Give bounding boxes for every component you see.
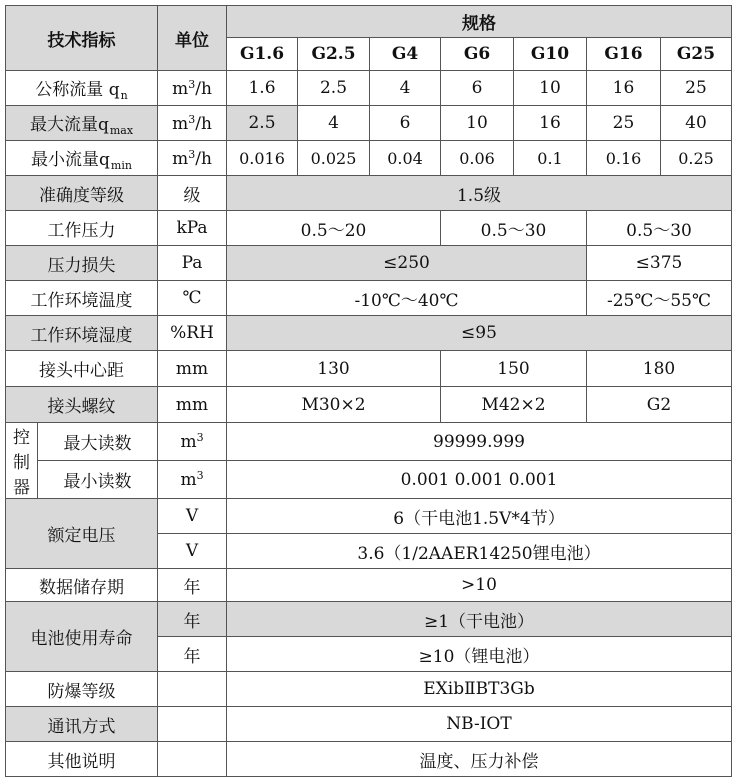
model-header: G10: [514, 38, 587, 71]
battery-life-unit: 年: [158, 637, 227, 672]
pressure-loss-unit: Pa: [158, 246, 227, 281]
controller-group-label: 控 制 器: [6, 423, 38, 498]
table-cell: 16: [587, 71, 661, 106]
table-row: [6, 602, 732, 637]
rated-voltage-label: 额定电压: [6, 499, 158, 569]
data-storage-value: >10: [227, 569, 732, 602]
env-humidity-value: ≤95: [227, 316, 732, 351]
table-cell: 4: [298, 106, 370, 141]
table-cell: 180: [587, 351, 732, 387]
max-read-value: 99999.999: [227, 423, 732, 461]
table-row: [6, 281, 732, 316]
env-humidity-label: 工作环境湿度: [6, 316, 158, 351]
work-pressure-label: 工作压力: [6, 211, 158, 246]
communication-unit: [158, 707, 227, 742]
max-flow-unit: $m^3/h$: [158, 106, 227, 141]
table-cell: 0.1: [514, 141, 587, 176]
rated-voltage-unit: V: [158, 534, 227, 569]
model-header: G6: [441, 38, 514, 71]
table-cell: 25: [587, 106, 661, 141]
table-cell: -10℃～40℃: [227, 281, 587, 316]
table-cell: 0.06: [441, 141, 514, 176]
table-row: [6, 176, 732, 211]
battery-life-value: ≥10（锂电池）: [227, 637, 732, 672]
explosion-proof-label: 防爆等级: [6, 672, 158, 707]
min-read-label: 最小读数: [63, 472, 132, 492]
table-row: [6, 71, 732, 106]
data-storage-label: 数据储存期: [6, 569, 158, 602]
table-cell: 0.5～30: [441, 211, 587, 246]
battery-life-unit: 年: [158, 602, 227, 637]
model-header: G2.5: [298, 38, 370, 71]
table-row: [6, 316, 732, 351]
other-value: 温度、压力补偿: [227, 742, 732, 777]
battery-life-label: 电池使用寿命: [6, 602, 158, 672]
table-row: [6, 211, 732, 246]
table-row: [6, 569, 732, 602]
controller-group: [6, 423, 158, 499]
communication-label: 通讯方式: [6, 707, 158, 742]
table-cell: 6: [370, 106, 441, 141]
table-row: [6, 141, 732, 176]
table-cell: 2.5: [227, 106, 298, 141]
table-cell: 40: [661, 106, 732, 141]
table-header-row: [6, 6, 732, 38]
table-cell: 0.04: [370, 141, 441, 176]
battery-life-value: ≥1（干电池）: [227, 602, 732, 637]
other-label: 其他说明: [6, 742, 158, 777]
model-header: G25: [661, 38, 732, 71]
nominal-flow-label: 公称流量 $q_n$: [6, 71, 158, 106]
work-pressure-unit: kPa: [158, 211, 227, 246]
table-cell: 0.5～20: [227, 211, 441, 246]
table-row: [6, 106, 732, 141]
table-cell: M30×2: [227, 387, 441, 423]
table-row: [6, 672, 732, 707]
explosion-proof-unit: [158, 672, 227, 707]
table-row: [6, 499, 732, 534]
table-cell: 2.5: [298, 71, 370, 106]
env-temp-unit: ℃: [158, 281, 227, 316]
header-spec: 规格: [227, 6, 732, 38]
table-cell: 6: [441, 71, 514, 106]
env-humidity-unit: %RH: [158, 316, 227, 351]
table-cell: 1.6: [227, 71, 298, 106]
min-read-unit: $m^3$: [158, 461, 227, 499]
min-flow-unit: $m^3/h$: [158, 141, 227, 176]
communication-value: NB-IOT: [227, 707, 732, 742]
model-header: G4: [370, 38, 441, 71]
specification-table: [5, 5, 732, 777]
max-flow-label: 最大流量$q_{max}$: [6, 106, 158, 141]
table-row: [6, 351, 732, 387]
table-cell: 0.5～30: [587, 211, 732, 246]
accuracy-unit: 级: [158, 176, 227, 211]
other-unit: [158, 742, 227, 777]
table-cell: G2: [587, 387, 732, 423]
table-row: [6, 742, 732, 777]
table-cell: 0.016: [227, 141, 298, 176]
max-read-label: 最大读数: [38, 423, 157, 461]
table-cell: 0.25: [661, 141, 732, 176]
table-cell: 25: [661, 71, 732, 106]
table-cell: ≤250: [227, 246, 587, 281]
model-header: G16: [587, 38, 661, 71]
model-header: G1.6: [227, 38, 298, 71]
table-cell: 4: [370, 71, 441, 106]
header-unit: 单位: [158, 6, 227, 71]
joint-thread-unit: mm: [158, 387, 227, 423]
min-read-value: 0.001 0.001 0.001: [227, 461, 732, 499]
joint-distance-unit: mm: [158, 351, 227, 387]
table-cell: 16: [514, 106, 587, 141]
table-cell: 10: [514, 71, 587, 106]
rated-voltage-unit: V: [158, 499, 227, 534]
table-cell: ≤375: [587, 246, 732, 281]
joint-thread-label: 接头螺纹: [6, 387, 158, 423]
table-cell: 0.025: [298, 141, 370, 176]
min-flow-label: 最小流量$q_{min}$: [6, 141, 158, 176]
rated-voltage-value: 6（干电池1.5V*4节）: [227, 499, 732, 534]
table-row: [6, 707, 732, 742]
max-read-unit: $m^3$: [158, 423, 227, 461]
accuracy-label: 准确度等级: [6, 176, 158, 211]
explosion-proof-value: EXibⅡBT3Gb: [227, 672, 732, 707]
env-temp-label: 工作环境温度: [6, 281, 158, 316]
table-cell: 130: [227, 351, 441, 387]
table-cell: 0.16: [587, 141, 661, 176]
table-row: [6, 387, 732, 423]
table-row: [6, 423, 732, 461]
accuracy-value: 1.5级: [227, 176, 732, 211]
joint-distance-label: 接头中心距: [6, 351, 158, 387]
data-storage-unit: 年: [158, 569, 227, 602]
nominal-flow-unit: $m^3/h$: [158, 71, 227, 106]
pressure-loss-label: 压力损失: [6, 246, 158, 281]
table-row: [6, 246, 732, 281]
table-cell: M42×2: [441, 387, 587, 423]
table-cell: 150: [441, 351, 587, 387]
rated-voltage-value: 3.6（1/2AAER14250锂电池）: [227, 534, 732, 569]
header-indicator: 技术指标: [6, 6, 158, 71]
table-cell: -25℃～55℃: [587, 281, 732, 316]
table-cell: 10: [441, 106, 514, 141]
